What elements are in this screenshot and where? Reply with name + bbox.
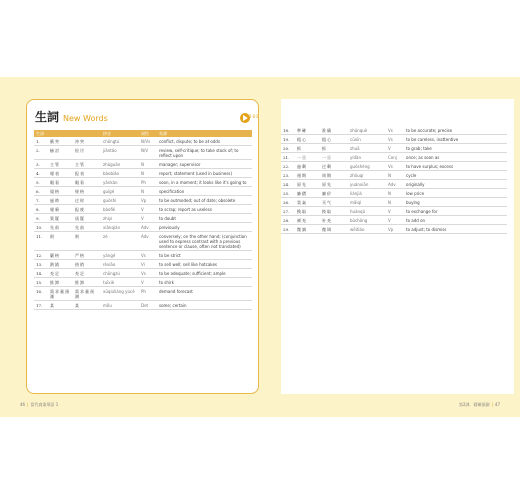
vocab-row	[281, 216, 507, 225]
simplified-word: 需求量预测	[73, 287, 101, 301]
folio-right: 第2課．精確預測 | 47	[459, 402, 500, 407]
part-of-speech: N	[386, 171, 404, 180]
english-definition: conflict, dispute; to be at odds	[157, 137, 252, 146]
english-definition: buying	[404, 198, 507, 207]
entry-number: 23.	[281, 171, 295, 180]
pinyin: zhíyí	[101, 214, 139, 223]
simplified-word: 一旦	[320, 153, 348, 162]
pinyin: guòshí	[101, 196, 139, 205]
english-definition: review, self-critique; to take stock of; to reflect upon	[157, 146, 252, 160]
pinyin: chōngzú	[101, 269, 139, 278]
traditional-word: 一旦	[295, 153, 320, 162]
english-definition: to be outmoded; out of date; obsolete	[157, 196, 252, 205]
pinyin: jiǎntǎo	[101, 146, 139, 160]
english-definition: low price	[404, 189, 507, 198]
entry-number: 8.	[34, 205, 48, 214]
pinyin: tuīxiè	[101, 278, 139, 287]
traditional-word: 補充	[295, 216, 320, 225]
pinyin: guòshèng	[348, 162, 386, 171]
pinyin: cūxīn	[348, 135, 386, 144]
left-page	[26, 99, 259, 394]
vocab-row	[34, 178, 252, 187]
entry-number: 12.	[34, 251, 48, 260]
pinyin: yídàn	[348, 153, 386, 162]
vocab-row	[281, 162, 507, 171]
english-definition: cycle	[404, 171, 507, 180]
traditional-word: 買氣	[295, 198, 320, 207]
pinyin: yuánxiān	[348, 180, 386, 189]
section-title-zh: 生詞	[35, 110, 60, 124]
simplified-word: 质疑	[73, 214, 101, 223]
entry-number: 7.	[34, 196, 48, 205]
english-definition: to be careless, inattentive	[404, 135, 507, 144]
pinyin: zhuā	[348, 144, 386, 153]
english-definition: to have surplus; excess	[404, 162, 507, 171]
english-definition: to adjust; to dismiss	[404, 225, 507, 234]
pinyin: zhǔguǎn	[101, 160, 139, 169]
vocab-row	[281, 207, 507, 216]
simplified-word: 粗心	[320, 135, 348, 144]
traditional-word: 熱銷	[48, 260, 73, 269]
english-definition: to grab; take	[404, 144, 507, 153]
simplified-word: 周期	[320, 171, 348, 180]
english-definition: to scrap; report as useless	[157, 205, 252, 214]
vocab-row	[34, 278, 252, 287]
simplified-word: 眼看	[73, 178, 101, 187]
header-pinyin: 拼音	[101, 130, 139, 137]
part-of-speech: Adv	[386, 180, 404, 189]
pinyin: xiānqián	[101, 223, 139, 232]
simplified-word: 抓	[320, 144, 348, 153]
pinyin: huànqǔ	[348, 207, 386, 216]
part-of-speech: Vs	[386, 126, 404, 135]
entry-number: 15.	[34, 278, 48, 287]
pinyin: rèxiāo	[101, 260, 139, 269]
english-definition: previously	[157, 223, 252, 232]
simplified-word: 严格	[73, 251, 101, 260]
pinyin: wēitiáo	[348, 225, 386, 234]
vocab-row	[34, 146, 252, 160]
part-of-speech: Vi	[139, 260, 157, 269]
vocab-row	[34, 160, 252, 169]
vocab-row	[34, 269, 252, 278]
part-of-speech: Adv	[139, 232, 157, 251]
pinyin: liánjià	[348, 189, 386, 198]
part-of-speech: Vp	[139, 196, 157, 205]
english-definition: to doubt	[157, 214, 252, 223]
entry-number: 2.	[34, 146, 48, 160]
book-title: 當代商業華語 1	[30, 402, 59, 407]
pinyin: zé	[101, 232, 139, 251]
header-english: 英譯	[157, 130, 252, 137]
pinyin: chōngtú	[101, 137, 139, 146]
traditional-word: 過時	[48, 196, 73, 205]
simplified-word: 原先	[320, 180, 348, 189]
simplified-word: 准确	[320, 126, 348, 135]
traditional-word: 嚴格	[48, 251, 73, 260]
english-definition: soon, in a moment; it looks like it's going to	[157, 178, 252, 187]
part-of-speech: V	[386, 207, 404, 216]
part-of-speech: Det	[139, 301, 157, 310]
part-of-speech: N	[386, 189, 404, 198]
pinyin: yǎnkàn	[101, 178, 139, 187]
vocab-row	[34, 232, 252, 251]
vocab-row	[34, 205, 252, 214]
traditional-word: 衝突	[48, 137, 73, 146]
english-definition: specification	[157, 187, 252, 196]
vocab-row	[34, 137, 252, 146]
vocab-row	[34, 187, 252, 196]
part-of-speech: Vp	[386, 225, 404, 234]
vocab-row	[281, 198, 507, 207]
part-of-speech: Ph	[139, 287, 157, 301]
traditional-word: 微調	[295, 225, 320, 234]
part-of-speech: N/V	[139, 146, 157, 160]
english-definition: to be adequate; sufficient; ample	[157, 269, 252, 278]
part-of-speech: Vs	[386, 135, 404, 144]
part-of-speech: V	[139, 214, 157, 223]
traditional-word: 原先	[295, 180, 320, 189]
traditional-word: 廉價	[295, 189, 320, 198]
traditional-word: 質疑	[48, 214, 73, 223]
entry-number: 6.	[34, 187, 48, 196]
lesson-title: 第2課．精確預測	[459, 402, 490, 407]
simplified-word: 补充	[320, 216, 348, 225]
english-definition: to be strict	[157, 251, 252, 260]
traditional-word: 推卸	[48, 278, 73, 287]
entry-number: 16.	[34, 287, 48, 301]
folio-left: 46 | 當代商業華語 1	[20, 402, 59, 407]
english-definition: to exchange for	[404, 207, 507, 216]
vocab-row	[281, 153, 507, 162]
vocab-row	[281, 144, 507, 153]
entry-number: 10.	[34, 223, 48, 232]
simplified-word: 推卸	[73, 278, 101, 287]
traditional-word: 則	[48, 232, 73, 251]
simplified-word: 先前	[73, 223, 101, 232]
pinyin: bǔchōng	[348, 216, 386, 225]
section-title-en: New Words	[63, 114, 108, 123]
vocab-row	[281, 126, 507, 135]
pinyin: zhōuqí	[348, 171, 386, 180]
traditional-word: 充足	[48, 269, 73, 278]
right-page	[281, 99, 514, 394]
vocab-row	[34, 196, 252, 205]
english-definition: to add on	[404, 216, 507, 225]
vocab-row	[281, 171, 507, 180]
part-of-speech: V	[139, 278, 157, 287]
simplified-word: 过剩	[320, 162, 348, 171]
simplified-word: 微调	[320, 225, 348, 234]
english-definition: conversely; on the other hand; (conjunction used to express contrast with a previous sentence or clause, often not translated)	[157, 232, 252, 251]
entry-number: 3.	[34, 160, 48, 169]
header-pos: 詞性	[139, 130, 157, 137]
simplified-word: 廉价	[320, 189, 348, 198]
vocab-row	[281, 225, 507, 234]
page-number-right: 47	[494, 402, 500, 407]
simplified-word: 买气	[320, 198, 348, 207]
entry-number: 11.	[34, 232, 48, 251]
part-of-speech: Ph	[139, 178, 157, 187]
pinyin: zhǔnquè	[348, 126, 386, 135]
pinyin: mǎiqì	[348, 198, 386, 207]
vocab-table-right	[281, 126, 507, 234]
traditional-word: 規格	[48, 187, 73, 196]
simplified-word: 报废	[73, 205, 101, 214]
entry-number: 21.	[281, 153, 295, 162]
vocab-row	[34, 214, 252, 223]
part-of-speech: Adv	[139, 223, 157, 232]
entry-number: 19.	[281, 135, 295, 144]
simplified-word: 主管	[73, 160, 101, 169]
header-new-words: 生詞	[34, 130, 73, 137]
vocab-row	[34, 223, 252, 232]
traditional-word: 報表	[48, 169, 73, 178]
vocab-row	[34, 287, 252, 301]
traditional-word: 檢討	[48, 146, 73, 160]
part-of-speech: Vs	[139, 251, 157, 260]
vocab-row	[34, 260, 252, 269]
entry-number: 9.	[34, 214, 48, 223]
vocab-table-left	[34, 130, 252, 310]
traditional-word: 需求量預測	[48, 287, 73, 301]
header-blank	[73, 130, 101, 137]
entry-number: 5.	[34, 178, 48, 187]
entry-number: 29.	[281, 225, 295, 234]
english-definition: some; certain	[157, 301, 252, 310]
part-of-speech: V	[386, 216, 404, 225]
simplified-word: 冲突	[73, 137, 101, 146]
simplified-word: 某	[73, 301, 101, 310]
traditional-word: 眼看	[48, 178, 73, 187]
traditional-word: 某	[48, 301, 73, 310]
track-number: 02-03	[246, 114, 258, 119]
entry-number: 1.	[34, 137, 48, 146]
simplified-word: 检讨	[73, 146, 101, 160]
simplified-word: 热销	[73, 260, 101, 269]
english-definition: once; as soon as	[404, 153, 507, 162]
traditional-word: 換取	[295, 207, 320, 216]
english-definition: manager; supervisor	[157, 160, 252, 169]
simplified-word: 则	[73, 232, 101, 251]
entry-number: 17.	[34, 301, 48, 310]
entry-number: 22.	[281, 162, 295, 171]
part-of-speech: N	[139, 169, 157, 178]
part-of-speech: V	[386, 144, 404, 153]
vocab-row	[281, 135, 507, 144]
english-definition: to sell well; sell like hotcakes	[157, 260, 252, 269]
entry-number: 27.	[281, 207, 295, 216]
table-header-row	[34, 130, 252, 137]
vocab-row	[281, 189, 507, 198]
entry-number: 28.	[281, 216, 295, 225]
traditional-word: 週期	[295, 171, 320, 180]
pinyin: mǒu	[101, 301, 139, 310]
traditional-word: 抓	[295, 144, 320, 153]
part-of-speech: Conj	[386, 153, 404, 162]
english-definition: demand forecast	[157, 287, 252, 301]
entry-number: 26.	[281, 198, 295, 207]
traditional-word: 先前	[48, 223, 73, 232]
entry-number: 4.	[34, 169, 48, 178]
simplified-word: 换取	[320, 207, 348, 216]
entry-number: 20.	[281, 144, 295, 153]
vocab-row	[281, 180, 507, 189]
english-definition: to be accurate; precise	[404, 126, 507, 135]
part-of-speech: N	[139, 187, 157, 196]
part-of-speech: N	[139, 160, 157, 169]
page-number-left: 46	[20, 402, 26, 407]
simplified-word: 充足	[73, 269, 101, 278]
simplified-word: 规格	[73, 187, 101, 196]
traditional-word: 報廢	[48, 205, 73, 214]
entry-number: 14.	[34, 269, 48, 278]
vocab-row	[34, 251, 252, 260]
english-definition: originally	[404, 180, 507, 189]
pinyin: yángé	[101, 251, 139, 260]
pinyin: bàobiǎo	[101, 169, 139, 178]
part-of-speech: V	[139, 205, 157, 214]
part-of-speech: Vs	[386, 162, 404, 171]
entry-number: 24.	[281, 180, 295, 189]
traditional-word: 粗心	[295, 135, 320, 144]
vocab-row	[34, 169, 252, 178]
entry-number: 18.	[281, 126, 295, 135]
entry-number: 25.	[281, 189, 295, 198]
simplified-word: 报表	[73, 169, 101, 178]
pinyin: guīgé	[101, 187, 139, 196]
traditional-word: 主管	[48, 160, 73, 169]
english-definition: to shirk	[157, 278, 252, 287]
part-of-speech: N	[386, 198, 404, 207]
english-definition: report; statement (used in business)	[157, 169, 252, 178]
pinyin: xūqiúliàng yùcè	[101, 287, 139, 301]
simplified-word: 过时	[73, 196, 101, 205]
part-of-speech: Vs	[139, 269, 157, 278]
traditional-word: 過剩	[295, 162, 320, 171]
part-of-speech: N/Vs	[139, 137, 157, 146]
pinyin: bàofèi	[101, 205, 139, 214]
traditional-word: 準確	[295, 126, 320, 135]
section-heading	[35, 108, 108, 125]
vocab-row	[34, 301, 252, 310]
entry-number: 13.	[34, 260, 48, 269]
